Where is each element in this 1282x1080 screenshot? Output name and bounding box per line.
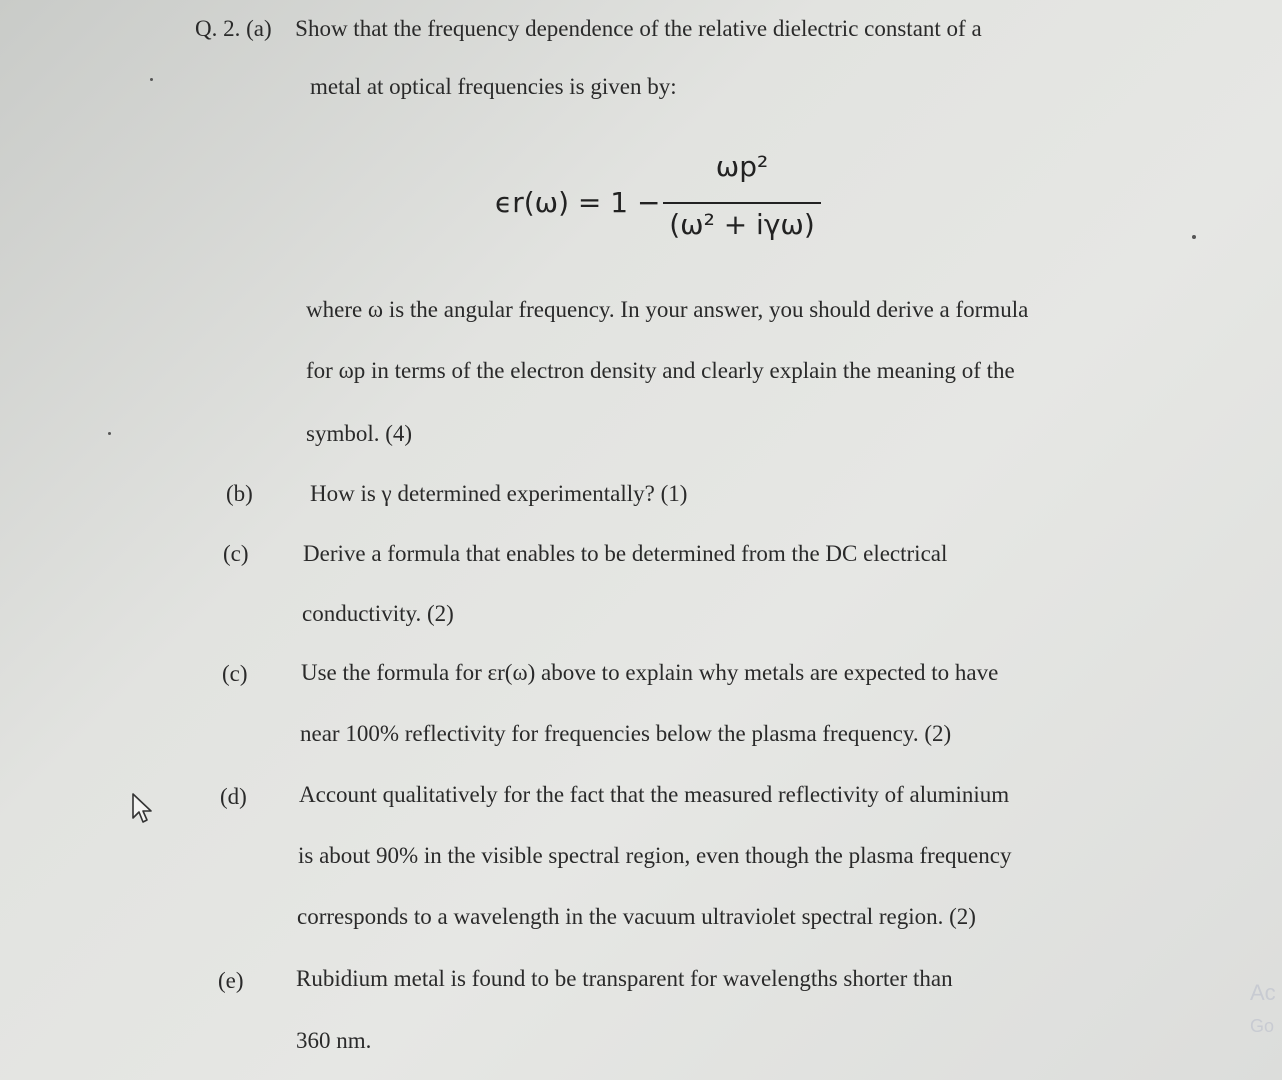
part-b-label: (b) bbox=[226, 481, 253, 506]
part-e-line-2: 360 nm. bbox=[296, 1028, 372, 1053]
part-d-line-2: is about 90% in the visible spectral region, even though the plasma frequency bbox=[298, 843, 1012, 868]
part-a-line-1: Show that the frequency dependence of the relative dielectric constant of a bbox=[295, 16, 982, 41]
part-a-line-2: metal at optical frequencies is given by: bbox=[310, 74, 677, 99]
part-d-line-3: corresponds to a wavelength in the vacuum ultraviolet spectral region. (2) bbox=[297, 904, 976, 929]
part-a-line-5: symbol. (4) bbox=[306, 421, 413, 446]
overlay-text-1: Ac bbox=[1250, 980, 1276, 1005]
equation-lhs-text: ϵr(ω) = 1 − bbox=[495, 186, 661, 219]
part-e-line-1: Rubidium metal is found to be transparent for wavelengths shorter than bbox=[296, 966, 953, 991]
equation-lhs bbox=[495, 186, 660, 219]
part-c1-line-2: conductivity. (2) bbox=[302, 601, 454, 626]
part-a-line-4: for ωp in terms of the electron density and clearly explain the meaning of the bbox=[306, 358, 1015, 383]
equation-numerator: ωp² bbox=[715, 150, 769, 183]
part-c2-line-1: Use the formula for εr(ω) above to explain why metals are expected to have bbox=[301, 660, 999, 685]
question-heading bbox=[195, 16, 982, 42]
screen-speck bbox=[1192, 235, 1196, 239]
part-a-label: (a) bbox=[246, 16, 272, 41]
part-c1-label: (c) bbox=[223, 541, 249, 566]
overlay-text-2: Go bbox=[1250, 1016, 1275, 1036]
part-b-line-1: How is γ determined experimentally? (1) bbox=[310, 481, 688, 506]
question-number: Q. 2. bbox=[195, 16, 241, 41]
mouse-pointer-icon bbox=[130, 792, 156, 826]
part-d-line-1: Account qualitatively for the fact that the measured reflectivity of aluminium bbox=[299, 782, 1010, 807]
part-a-line-3: where ω is the angular frequency. In your answer, you should derive a formula bbox=[306, 297, 1029, 322]
screen-speck bbox=[108, 432, 111, 435]
screen-speck bbox=[150, 78, 153, 81]
part-d-label: (d) bbox=[220, 784, 247, 809]
part-c2-line-2: near 100% reflectivity for frequencies below the plasma frequency. (2) bbox=[300, 721, 952, 746]
part-c1-line-1: Derive a formula that enables to be determined from the DC electrical bbox=[303, 541, 948, 566]
part-e-label: (e) bbox=[218, 968, 244, 993]
equation-denominator: (ω² + iγω) bbox=[669, 208, 815, 241]
fraction-bar bbox=[663, 202, 821, 204]
part-c2-label: (c) bbox=[222, 661, 248, 686]
equation-fraction bbox=[663, 150, 821, 250]
